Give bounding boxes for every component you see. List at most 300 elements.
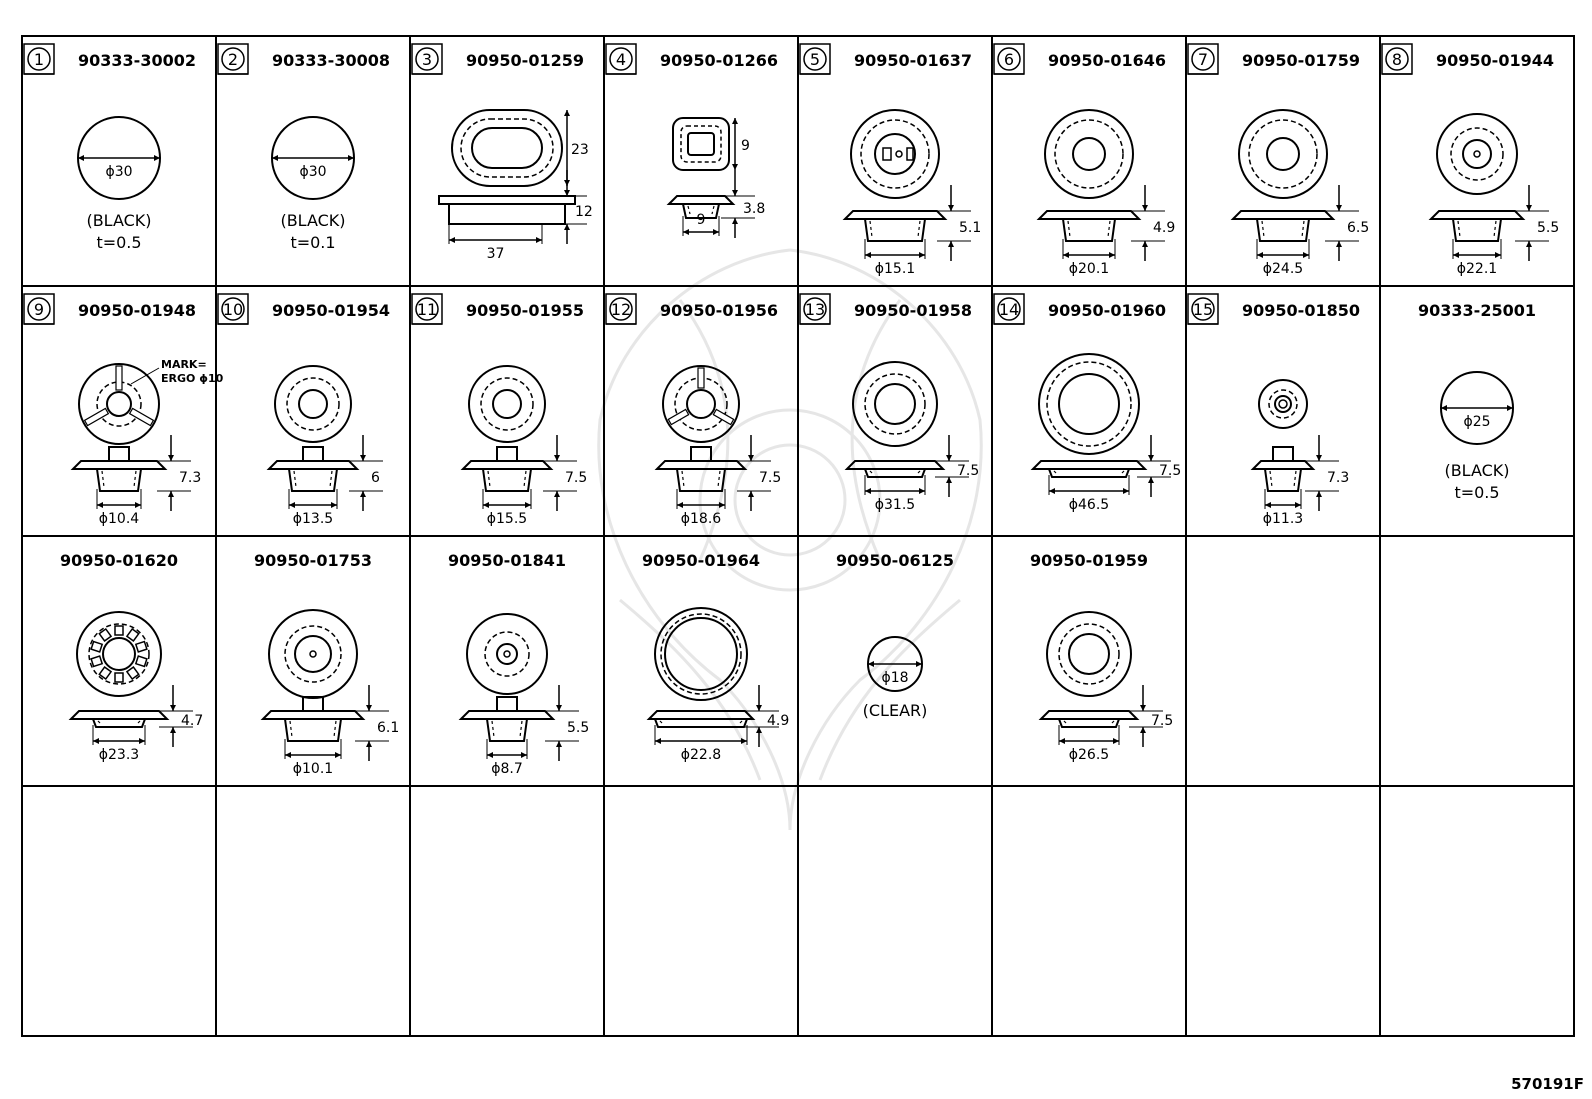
item-index: 13 <box>804 300 826 319</box>
hidden-line <box>290 721 336 737</box>
dimension-arrow <box>732 218 738 224</box>
dimension-arrow <box>683 229 689 235</box>
dimension-arrow <box>1265 502 1271 508</box>
reference-code: 570191F <box>1511 1075 1584 1093</box>
dimension-arrow <box>554 455 560 461</box>
item-index: 3 <box>421 50 433 69</box>
item-index: 14 <box>998 300 1020 319</box>
part-number: 90950-01958 <box>854 301 972 320</box>
hidden-line <box>1054 471 1124 473</box>
oval-hole <box>472 128 542 168</box>
flange <box>263 711 363 719</box>
dimension-arrow <box>170 705 176 711</box>
grommet-side-profile <box>461 697 553 741</box>
flange <box>461 711 553 719</box>
stem <box>1273 447 1293 461</box>
flange <box>1233 211 1333 219</box>
hidden-line <box>1458 221 1496 237</box>
dimension-arrow <box>168 491 174 497</box>
grommet-top-view <box>1437 114 1517 194</box>
item-index-badge <box>994 294 1024 324</box>
hidden-ring <box>1269 390 1297 418</box>
dimension-label: ϕ24.5 <box>1262 261 1304 277</box>
part-cell <box>218 44 390 252</box>
inner-hole <box>295 636 331 672</box>
hidden-line <box>1262 221 1304 237</box>
grommet-top-view <box>467 614 547 694</box>
item-index-badge <box>1188 294 1218 324</box>
part-cell <box>1188 44 1369 277</box>
dimension-label: 6.1 <box>377 720 400 736</box>
thickness-note: t=0.1 <box>290 233 336 252</box>
dimension-arrow <box>285 752 291 758</box>
dimension-arrow <box>525 502 531 508</box>
part-number: 90950-01959 <box>1030 551 1148 570</box>
item-index-badge <box>606 44 636 74</box>
dimension-label: ϕ13.5 <box>292 511 334 527</box>
flange <box>1253 461 1313 469</box>
color-note: (CLEAR) <box>862 701 928 720</box>
grommet-top-view <box>851 110 939 198</box>
dimension-arrow <box>1336 241 1342 247</box>
part-cell <box>1418 301 1536 502</box>
dimension-label: 37 <box>486 246 505 262</box>
dimension-arrow <box>1109 252 1115 258</box>
color-note: (BLACK) <box>280 211 346 230</box>
item-index-badge <box>24 294 54 324</box>
body <box>483 469 531 491</box>
part-cell <box>994 44 1175 277</box>
grommet-side-profile <box>269 447 357 491</box>
square-hole <box>688 133 714 155</box>
item-index: 15 <box>1192 300 1214 319</box>
dimension-arrow <box>360 491 366 497</box>
flange <box>847 461 943 469</box>
part-cell <box>448 551 589 777</box>
dimension-arrow <box>556 741 562 747</box>
dimension-arrow <box>732 164 738 170</box>
inner-hole <box>1069 634 1109 674</box>
gear-tooth <box>136 656 147 666</box>
dimension-arrow <box>948 241 954 247</box>
grommet-side-profile <box>649 711 753 727</box>
part-cell <box>606 294 781 527</box>
dimension-label: 7.5 <box>1159 463 1182 479</box>
diameter-label: ϕ25 <box>1463 414 1491 430</box>
stem <box>303 447 323 461</box>
rib <box>116 366 122 390</box>
part-number: 90950-01964 <box>642 551 760 570</box>
dimension-label: 4.9 <box>767 713 790 729</box>
dimension-arrow <box>919 488 925 494</box>
gear-tooth <box>115 626 123 635</box>
hidden-line <box>1064 721 1114 723</box>
dimension-arrow <box>1453 252 1459 258</box>
stem <box>691 447 711 461</box>
dimension-arrow <box>366 741 372 747</box>
rib <box>698 368 704 388</box>
part-number: 90950-01759 <box>1242 51 1360 70</box>
dimension-arrow <box>554 491 560 497</box>
dimension-label: ϕ46.5 <box>1068 497 1110 513</box>
part-cell <box>1030 551 1173 763</box>
part-number: 90950-01850 <box>1242 301 1360 320</box>
dimension-arrow <box>677 502 683 508</box>
dimension-arrow <box>732 118 738 124</box>
grommet-side-profile <box>1253 447 1313 491</box>
grommet-top-view <box>1039 354 1139 454</box>
item-index-badge <box>800 294 830 324</box>
body <box>289 469 337 491</box>
item-index: 10 <box>222 300 244 319</box>
flange <box>845 211 945 219</box>
dimension-label: 7.5 <box>759 470 782 486</box>
color-note: (BLACK) <box>86 211 152 230</box>
part-number: 90950-01646 <box>1048 51 1166 70</box>
item-index: 5 <box>809 50 821 69</box>
rib <box>713 409 733 424</box>
dimension-label: ϕ15.1 <box>874 261 916 277</box>
hidden-ring <box>1055 120 1123 188</box>
inner-hole <box>497 644 517 664</box>
hidden-line <box>1270 471 1296 487</box>
grommet-top-view <box>79 364 159 444</box>
dimension-label: 5.1 <box>959 220 982 236</box>
dimension-label: ϕ31.5 <box>874 497 916 513</box>
dimension-arrow <box>1113 738 1119 744</box>
part-number: 90333-30008 <box>272 51 390 70</box>
dimension-arrow <box>1336 205 1342 211</box>
dimension-label: ϕ23.3 <box>98 747 140 763</box>
dimension-label: 4.7 <box>181 713 204 729</box>
dimension-arrow <box>335 752 341 758</box>
dimension-arrow <box>449 237 455 243</box>
dimension-label: 7.3 <box>179 470 202 486</box>
item-index: 8 <box>1391 50 1403 69</box>
slot <box>907 148 913 160</box>
dimension-label: ϕ8.7 <box>491 761 523 777</box>
hidden-line <box>660 721 742 723</box>
item-index-badge <box>218 294 248 324</box>
inner-hole <box>103 638 135 670</box>
dimension-arrow <box>865 252 871 258</box>
inner-hole <box>107 392 131 416</box>
dimension-arrow <box>556 705 562 711</box>
hidden-ring <box>89 624 149 684</box>
hidden-line <box>102 471 136 487</box>
hidden-ring <box>1249 120 1317 188</box>
inner-hole <box>299 390 327 418</box>
hidden-ring <box>485 632 529 676</box>
dimension-arrow <box>655 738 661 744</box>
hidden-ring <box>285 626 341 682</box>
grommet-top-view <box>275 366 351 442</box>
dimension-arrow <box>713 229 719 235</box>
dimension-arrow <box>1140 727 1146 733</box>
part-cell <box>800 294 979 513</box>
body <box>865 219 925 241</box>
item-index: 9 <box>33 300 45 319</box>
center-dot <box>1474 151 1480 157</box>
outer-ring <box>851 110 939 198</box>
dimension-label: ϕ10.4 <box>98 511 140 527</box>
dimension-arrow <box>946 477 952 483</box>
dimension-arrow <box>1049 488 1055 494</box>
item-index-badge <box>606 294 636 324</box>
inner-hole <box>1275 396 1291 412</box>
hidden-line <box>870 221 920 237</box>
dimension-label: 7.5 <box>1151 713 1174 729</box>
dimension-arrow <box>1123 488 1129 494</box>
hidden-line <box>492 721 522 737</box>
flange <box>1041 711 1137 719</box>
gear-tooth <box>91 656 102 666</box>
hidden-line <box>1068 221 1110 237</box>
body <box>93 719 145 727</box>
item-index: 6 <box>1003 50 1015 69</box>
dimension-arrow <box>719 502 725 508</box>
part-number: 90950-01620 <box>60 551 178 570</box>
oval-outer <box>452 110 562 186</box>
rib <box>85 408 109 425</box>
ornamental-crest-watermark <box>599 250 982 830</box>
dimension-arrow <box>1142 205 1148 211</box>
dimension-arrow <box>97 502 103 508</box>
mark-note: MARK= <box>161 358 207 371</box>
dimension-arrow <box>1316 455 1322 461</box>
dimension-label: ϕ22.8 <box>680 747 722 763</box>
body <box>487 719 527 741</box>
part-cell <box>642 551 789 763</box>
item-index: 7 <box>1197 50 1209 69</box>
dimension-arrow <box>360 455 366 461</box>
dimension-arrow <box>1316 491 1322 497</box>
flange <box>649 711 753 719</box>
grommet-top-view <box>1045 110 1133 198</box>
body <box>97 469 141 491</box>
dimension-arrow <box>521 752 527 758</box>
outer-ring <box>1239 110 1327 198</box>
dimension-label: ϕ18.6 <box>680 511 722 527</box>
grommet-top-view <box>1239 110 1327 198</box>
item-index-badge <box>994 44 1024 74</box>
dimension-arrow <box>1495 252 1501 258</box>
part-cell <box>24 294 224 527</box>
item-index: 1 <box>33 50 45 69</box>
grommet-top-view <box>655 608 747 700</box>
dimension-label: ϕ20.1 <box>1068 261 1110 277</box>
dimension-arrow <box>756 705 762 711</box>
outer-ring <box>1039 354 1139 454</box>
outer-ring <box>1259 380 1307 428</box>
rib <box>668 409 688 424</box>
inner-hole <box>687 390 715 418</box>
part-number: 90950-01948 <box>78 301 196 320</box>
dimension-arrow <box>1148 455 1154 461</box>
dimension-label: 12 <box>575 204 593 220</box>
part-number: 90950-01753 <box>254 551 372 570</box>
dimension-label: ϕ15.5 <box>486 511 528 527</box>
item-index-badge <box>412 44 442 74</box>
dimension-arrow <box>139 738 145 744</box>
stem <box>497 697 517 711</box>
dimension-arrow <box>732 190 738 196</box>
inner-hole <box>1073 138 1105 170</box>
dimension-label: ϕ26.5 <box>1068 747 1110 763</box>
leader-line <box>131 368 159 384</box>
grommet-side-profile <box>71 711 167 727</box>
dimension-arrow <box>1142 241 1148 247</box>
part-cell <box>994 294 1181 513</box>
part-number: 90950-06125 <box>836 551 954 570</box>
inner-hole <box>1267 138 1299 170</box>
body <box>1049 469 1129 477</box>
body <box>1063 219 1115 241</box>
grommet-top-view <box>77 612 161 696</box>
part-number: 90950-01841 <box>448 551 566 570</box>
dimension-arrow <box>1063 252 1069 258</box>
dimension-arrow <box>1526 205 1532 211</box>
part-cell <box>836 551 954 720</box>
grommet-side-profile <box>845 211 945 241</box>
body <box>285 719 341 741</box>
item-index-badge <box>800 44 830 74</box>
part-number: 90950-01954 <box>272 301 390 320</box>
grommet-side-profile <box>263 697 363 741</box>
item-index: 4 <box>615 50 627 69</box>
dimension-arrow <box>289 502 295 508</box>
grommet-side-profile <box>463 447 551 491</box>
part-cell <box>800 44 981 277</box>
hidden-ring <box>1451 128 1503 180</box>
height-label: 23 <box>571 142 589 158</box>
flange <box>657 461 745 469</box>
part-number: 90950-01259 <box>466 51 584 70</box>
part-number: 90950-01944 <box>1436 51 1554 70</box>
dimension-arrow <box>1257 252 1263 258</box>
grommet-top-view <box>1047 612 1131 696</box>
flange <box>269 461 357 469</box>
part-number: 90950-01637 <box>854 51 972 70</box>
dimension-label: ϕ22.1 <box>1456 261 1498 277</box>
flange <box>73 461 165 469</box>
hidden-line <box>488 471 526 487</box>
dimension-label: 5.5 <box>1537 220 1560 236</box>
dimension-label: ϕ10.1 <box>292 761 334 777</box>
part-cell <box>254 551 399 777</box>
hidden-line <box>870 471 920 473</box>
dimension-arrow <box>748 491 754 497</box>
grommet-top-view <box>269 610 357 698</box>
hidden-line <box>294 471 332 487</box>
inner-hole <box>875 134 915 174</box>
dimension-label: 7.3 <box>1327 470 1350 486</box>
thickness-note: t=0.5 <box>1454 483 1500 502</box>
dimension-arrow <box>331 502 337 508</box>
part-cell <box>1382 44 1559 277</box>
outer-ring <box>1045 110 1133 198</box>
grommet-top-view <box>1259 380 1307 428</box>
grommet-side-profile <box>1039 211 1139 241</box>
body <box>1257 219 1309 241</box>
dimension-label: 7.5 <box>565 470 588 486</box>
hidden-line <box>98 721 140 723</box>
dimension-arrow <box>919 252 925 258</box>
body <box>449 204 565 224</box>
outer-ring <box>1437 114 1517 194</box>
dimension-arrow <box>170 727 176 733</box>
hidden-ring <box>661 614 741 694</box>
mark-note: ERGO ϕ10 <box>161 372 224 385</box>
body <box>1059 719 1119 727</box>
flange <box>669 196 733 204</box>
outer-ring <box>655 608 747 700</box>
flange <box>439 196 575 204</box>
part-cell <box>412 294 587 527</box>
part-cell <box>412 44 593 262</box>
dimension-arrow <box>366 705 372 711</box>
dimension-arrow <box>1303 252 1309 258</box>
grommet-side-profile <box>1233 211 1333 241</box>
pin-hole <box>896 151 902 157</box>
hidden-ring <box>287 378 339 430</box>
flange <box>1033 461 1145 469</box>
part-cell <box>218 294 390 527</box>
flange <box>463 461 551 469</box>
dimension-arrow <box>564 110 570 116</box>
gear-tooth <box>91 642 102 652</box>
dimension-label: 3.8 <box>743 201 766 217</box>
flange <box>71 711 167 719</box>
dimension-arrow <box>487 752 493 758</box>
dimension-label: ϕ11.3 <box>1262 511 1304 527</box>
part-number: 90333-25001 <box>1418 301 1536 320</box>
part-number: 90333-30002 <box>78 51 196 70</box>
dimension-arrow <box>1526 241 1532 247</box>
part-cell <box>1188 294 1360 527</box>
item-index: 11 <box>416 300 438 319</box>
dimension-label: 5.5 <box>567 720 590 736</box>
dimension-arrow <box>948 205 954 211</box>
dimension-label: 4.9 <box>1153 220 1176 236</box>
thickness-note: t=0.5 <box>96 233 142 252</box>
item-index-badge <box>1382 44 1412 74</box>
center-dot <box>1279 400 1287 408</box>
item-index: 2 <box>227 50 239 69</box>
center-dot <box>310 651 316 657</box>
grommet-side-profile <box>73 447 165 491</box>
dimension-label: 7.5 <box>957 463 980 479</box>
part-number: 90950-01266 <box>660 51 778 70</box>
height-label: 9 <box>741 138 750 154</box>
body <box>1453 219 1501 241</box>
dimension-arrow <box>93 738 99 744</box>
stem <box>109 447 129 461</box>
grommet-top-view <box>663 366 739 442</box>
item-index-badge <box>24 44 54 74</box>
dimension-arrow <box>1295 502 1301 508</box>
dimension-arrow <box>1059 738 1065 744</box>
stem <box>497 447 517 461</box>
grommet-side-profile <box>1041 711 1137 727</box>
inner-hole <box>1059 374 1119 434</box>
dimension-label: 9 <box>696 212 706 228</box>
hidden-ring <box>861 120 929 188</box>
diameter-label: ϕ30 <box>299 164 327 180</box>
grommet-top-view <box>853 362 937 446</box>
inner-hole <box>493 390 521 418</box>
part-cell <box>60 551 203 763</box>
